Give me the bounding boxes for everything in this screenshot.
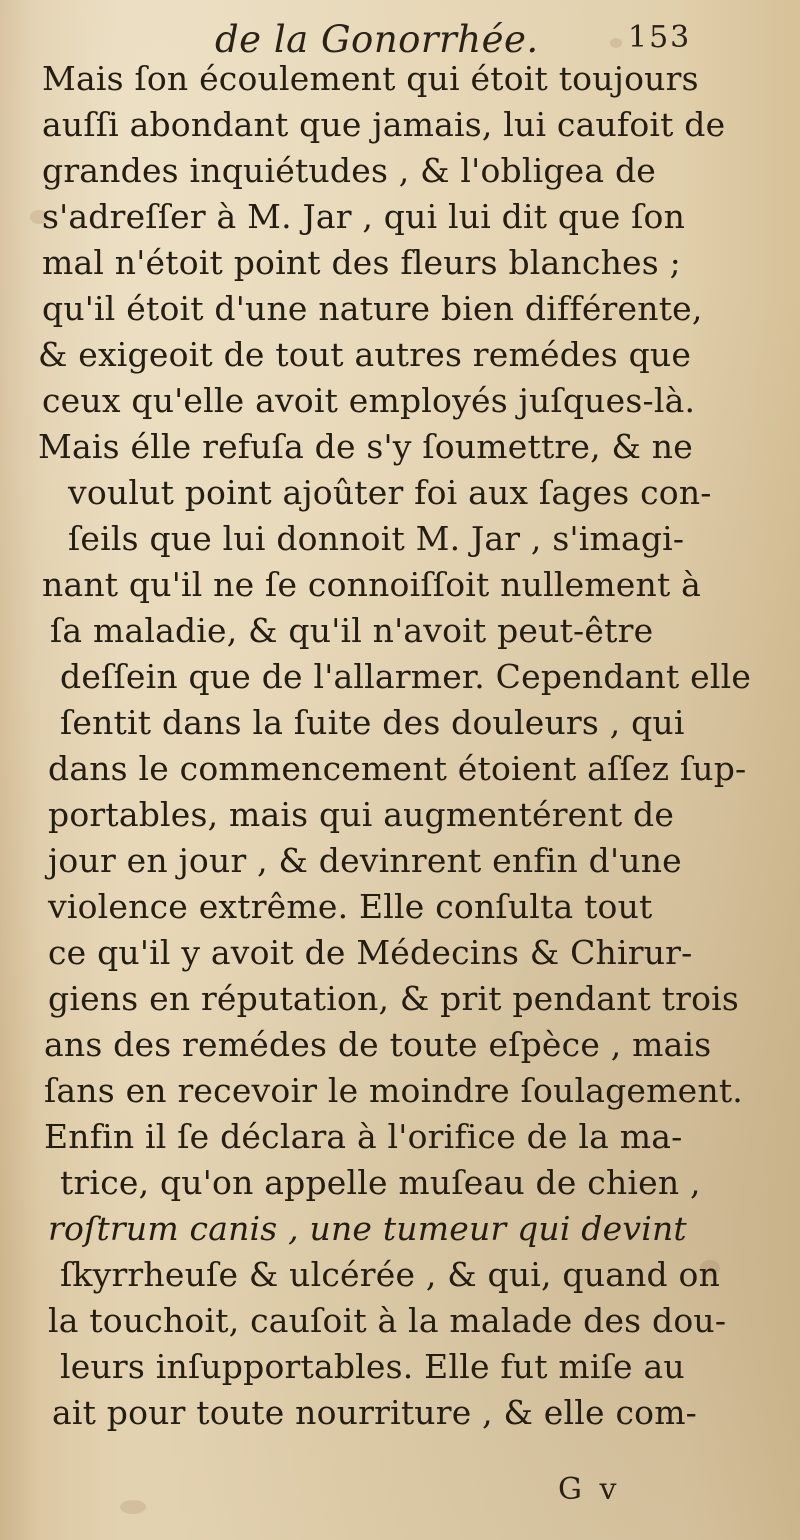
text-line: Mais ſon écoulement qui étoit toujours <box>42 59 699 98</box>
text-line: leurs inſupportables. Elle fut miſe au <box>60 1347 685 1386</box>
text-line: grandes inquiétudes , & l'obligea de <box>42 151 657 190</box>
text-line: deſſein que de l'allarmer. Cependant elle <box>60 657 752 696</box>
signature-mark: G v <box>558 1472 621 1507</box>
text-line: auſſi abondant que jamais, lui caufoit de <box>42 105 726 144</box>
text-line: la touchoit, cauſoit à la malade des dou- <box>48 1301 727 1340</box>
text-line: mal n'étoit point des fleurs blanches ; <box>42 243 681 282</box>
text-line: ſentit dans la ſuite des douleurs , qui <box>60 703 685 742</box>
text-line: roſtrum canis , une tumeur qui devint <box>48 1209 687 1248</box>
text-line: jour en jour , & devinrent enfin d'une <box>48 841 682 880</box>
text-line: ce qu'il y avoit de Médecins & Chirur- <box>48 933 693 972</box>
text-line: & exigeoit de tout autres remédes que <box>38 335 692 374</box>
text-line: nant qu'il ne ſe connoiſſoit nullement à <box>42 565 702 604</box>
text-line: qu'il étoit d'une nature bien différente, <box>42 289 703 328</box>
text-line: ſa maladie, & qu'il n'avoit peut-être <box>50 611 654 650</box>
text-line: ans des remédes de toute eſpèce , mais <box>44 1025 712 1064</box>
text-line: giens en réputation, & prit pendant trois <box>48 979 740 1018</box>
text-line: voulut point ajoûter foi aux ſages con- <box>68 473 712 512</box>
text-line: ſeils que lui donnoit M. Jar , s'imagi- <box>68 519 685 558</box>
running-title: de la Gonorrhée. <box>215 18 539 61</box>
text-line: ait pour toute nourriture , & elle com- <box>52 1393 698 1432</box>
text-line: portables, mais qui augmentérent de <box>48 795 675 834</box>
text-line: ſkyrrheuſe & ulcérée , & qui, quand on <box>60 1255 721 1294</box>
page-number: 153 <box>628 20 692 55</box>
text-line: dans le commencement étoient aſſez ſup- <box>48 749 747 788</box>
text-line: Mais élle refuſa de s'y ſoumettre, & ne <box>38 427 693 466</box>
body-text <box>38 56 758 1436</box>
text-line: violence extrême. Elle conſulta tout <box>48 887 653 926</box>
text-line: ſans en recevoir le moindre ſoulagement. <box>44 1071 743 1110</box>
text-line: ceux qu'elle avoit employés juſques-là. <box>42 381 696 420</box>
text-line: s'adreſſer à M. Jar , qui lui dit que ſon <box>42 197 686 236</box>
text-line: Enfin il ſe déclara à l'orifice de la ma- <box>44 1117 683 1156</box>
text-line: trice, qu'on appelle muſeau de chien , <box>60 1163 701 1202</box>
